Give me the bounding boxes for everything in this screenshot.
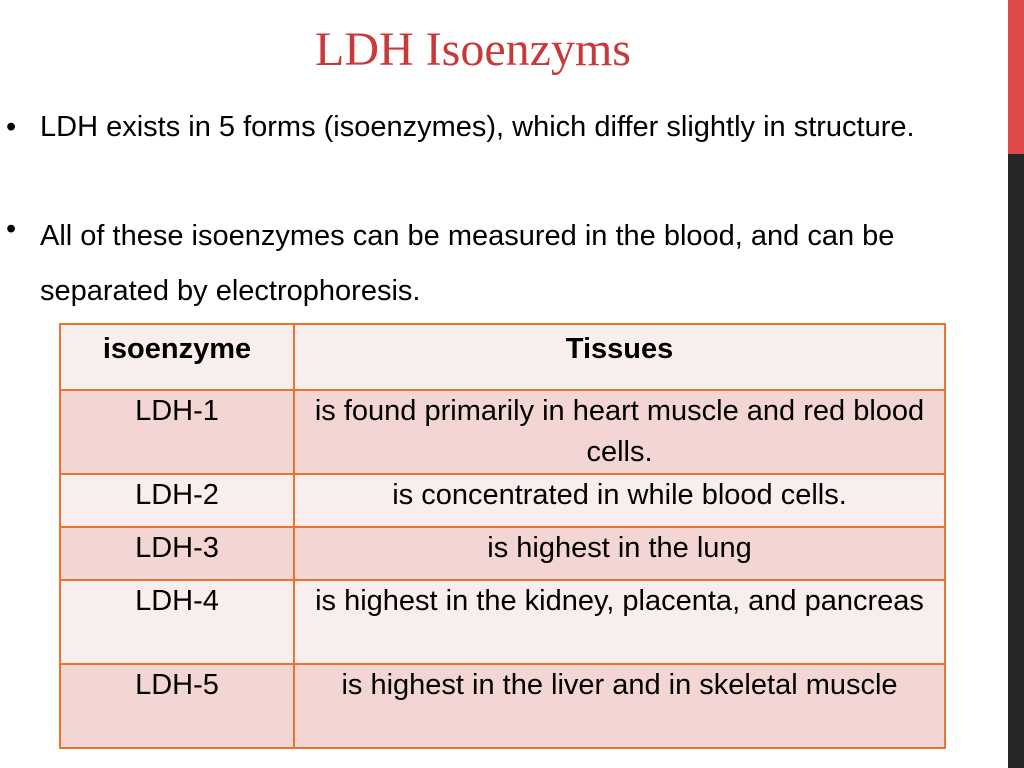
tissues-cell: is concentrated in while blood cells. [294,474,945,527]
table-row [60,527,945,580]
side-accent-red [1008,0,1024,154]
slide-title: LDH Isoenzyms [315,23,631,76]
table-row [60,474,945,527]
isoenzyme-cell: LDH-2 [60,474,294,527]
table-row [60,390,945,474]
side-accent-dark [1008,154,1024,768]
tissues-cell: is found primarily in heart muscle and red blood cells. [294,390,945,474]
isoenzyme-cell: LDH-3 [60,527,294,580]
bullet-text: All of these isoenzymes can be measured in the blood, and can be separated by electrophoresis. [40,220,895,307]
tissues-cell: is highest in the lung [294,527,945,580]
isoenzyme-cell: LDH-4 [60,580,294,664]
header-tissues: Tissues [294,324,945,390]
isoenzyme-cell: LDH-1 [60,390,294,474]
tissues-cell: is highest in the kidney, placenta, and pancreas [294,580,945,664]
table-header-row [60,324,945,390]
bullet-text: LDH exists in 5 forms (isoenzymes), which differ slightly in structure. [40,111,915,143]
tissues-cell: is highest in the liver and in skeletal muscle [294,664,945,748]
bullet-dot: • [6,111,17,143]
table-row [60,664,945,748]
header-isoenzyme: isoenzyme [60,324,294,390]
isoenzyme-table [59,323,946,749]
table-row [60,580,945,664]
bullet-dot: • [6,213,17,245]
isoenzyme-cell: LDH-5 [60,664,294,748]
